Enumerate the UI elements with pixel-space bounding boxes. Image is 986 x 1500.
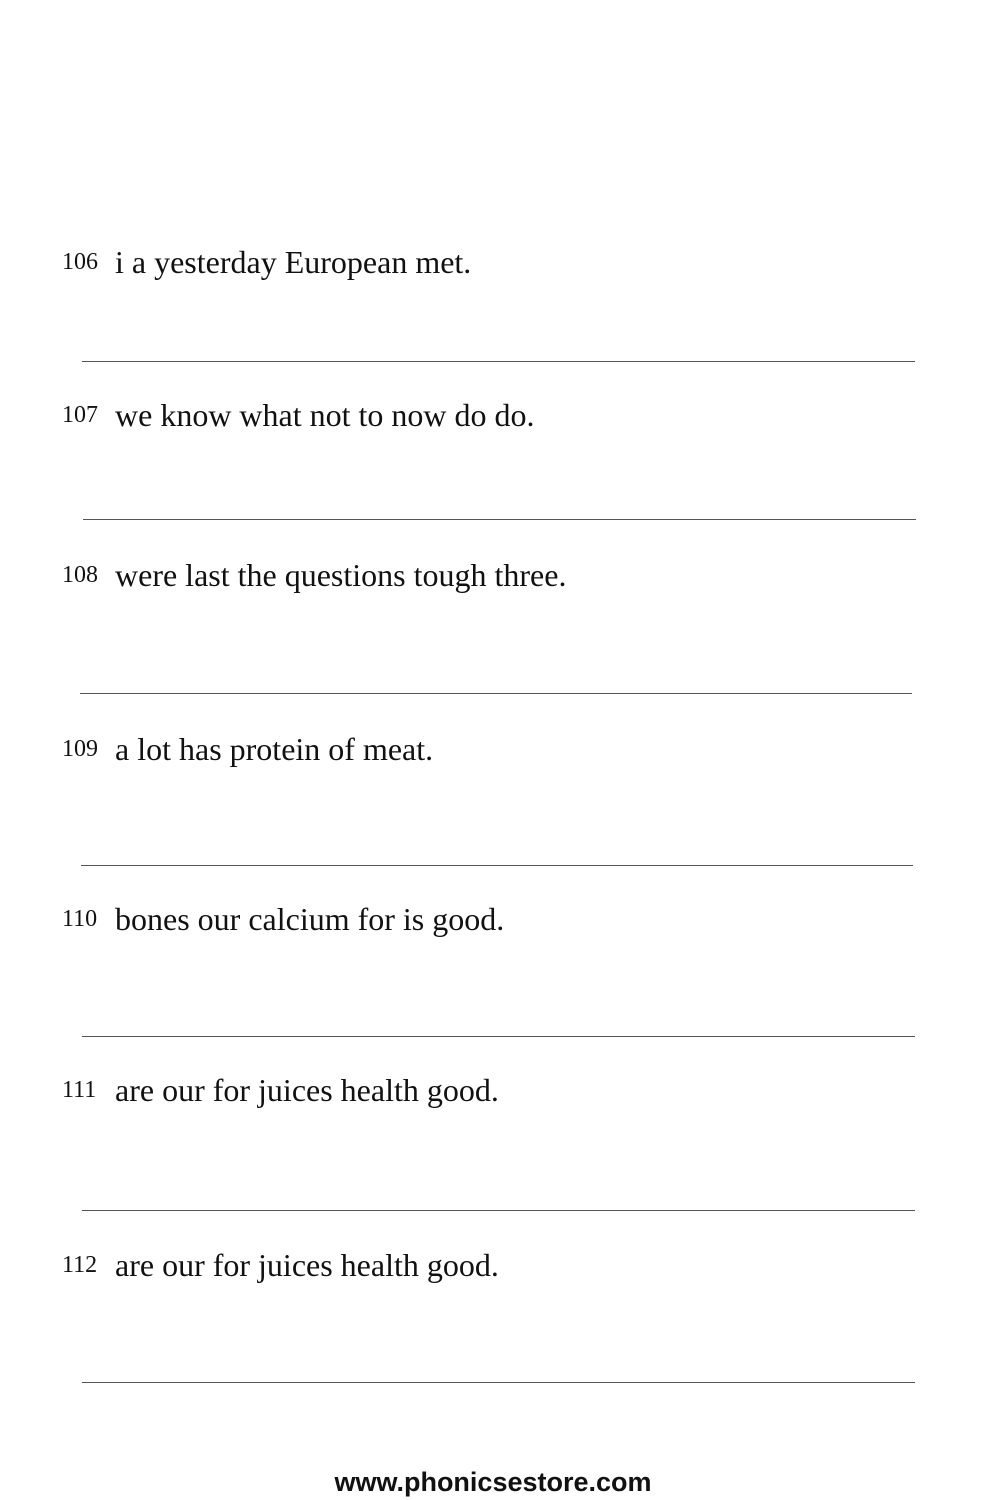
exercise-item-110 (0, 899, 986, 939)
exercise-sentence: were last the questions tough three. (115, 557, 567, 593)
exercise-item-111 (0, 1070, 986, 1110)
answer-line[interactable] (82, 361, 915, 362)
answer-line[interactable] (82, 1036, 915, 1037)
answer-line[interactable] (80, 693, 912, 694)
exercise-number: 106 (62, 249, 98, 275)
answer-line[interactable] (81, 865, 913, 866)
exercise-number: 109 (62, 736, 98, 762)
exercise-item-107 (0, 395, 986, 435)
answer-line[interactable] (83, 519, 916, 520)
exercise-number: 110 (62, 906, 98, 932)
exercise-sentence: bones our calcium for is good. (115, 901, 505, 937)
exercise-sentence: i a yesterday European met. (115, 244, 472, 280)
answer-line[interactable] (82, 1382, 915, 1383)
answer-line[interactable] (82, 1210, 915, 1211)
exercise-number: 111 (62, 1077, 97, 1103)
exercise-sentence: are our for juices health good. (115, 1072, 499, 1108)
exercise-sentence: are our for juices health good. (115, 1247, 499, 1283)
exercise-number: 107 (62, 402, 98, 428)
exercise-number: 108 (62, 562, 98, 588)
exercise-sentence: we know what not to now do do. (115, 397, 535, 433)
exercise-item-112 (0, 1245, 986, 1285)
exercise-item-106 (0, 242, 986, 282)
exercise-item-108 (0, 555, 986, 595)
footer-website: www.phonicsestore.com (334, 1467, 652, 1497)
exercise-item-109 (0, 729, 986, 769)
exercise-sentence: a lot has protein of meat. (115, 731, 434, 767)
exercise-number: 112 (62, 1252, 98, 1278)
